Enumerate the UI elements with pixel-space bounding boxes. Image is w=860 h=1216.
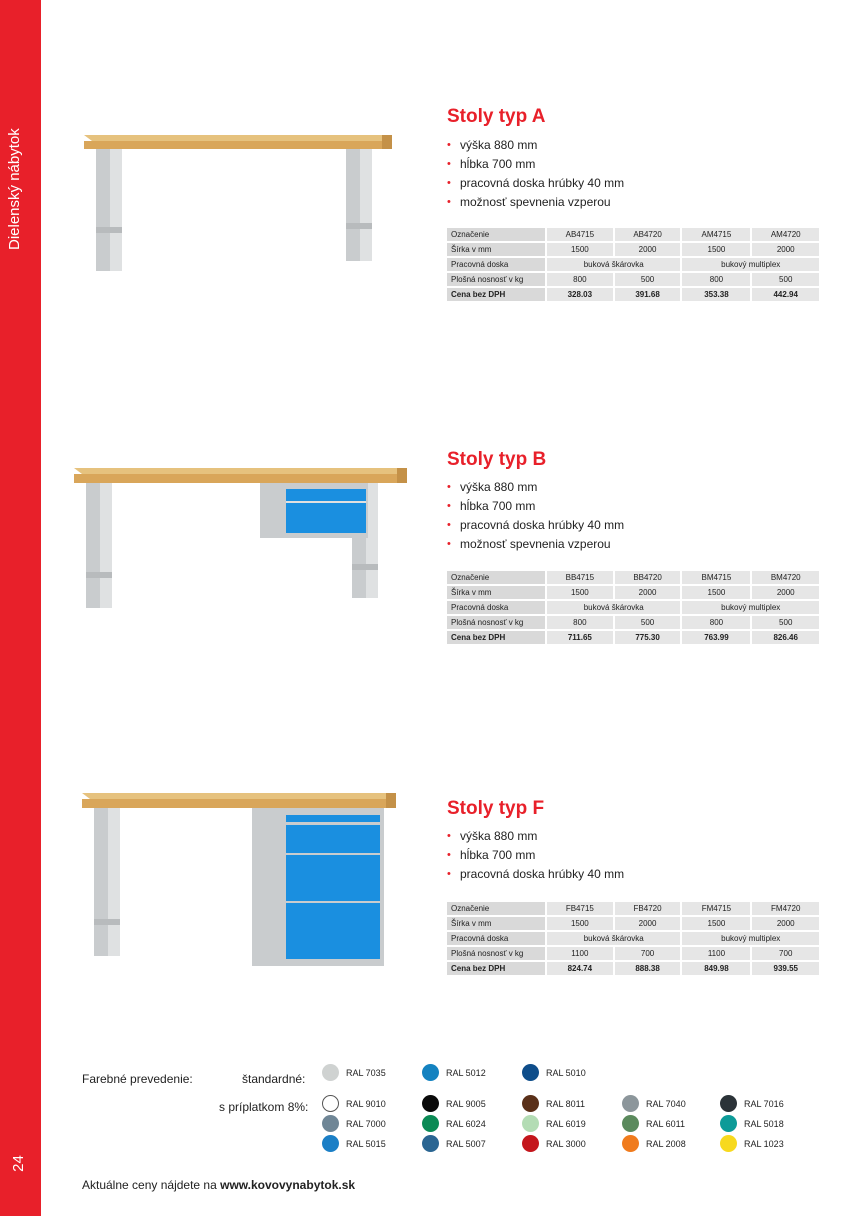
cell-load: 700	[615, 947, 683, 960]
table-row	[447, 631, 819, 644]
category-label: Dielenský nábytok	[6, 128, 23, 250]
feature-item: • hĺbka 700 mm	[447, 846, 624, 865]
cell-board: buková škárovka	[547, 932, 682, 945]
cell-load: 800	[547, 273, 615, 286]
cell-code: BM4720	[752, 571, 819, 584]
cell-board: bukový multiplex	[682, 932, 819, 945]
cell-board: buková škárovka	[547, 258, 682, 271]
row-label: Šírka v mm	[447, 917, 547, 930]
color-dot	[422, 1135, 439, 1152]
table-row	[447, 258, 819, 271]
color-name: RAL 1023	[744, 1138, 784, 1149]
cell-price: 775.30	[615, 631, 683, 644]
color-options	[82, 1060, 842, 1160]
color-dot	[522, 1115, 539, 1132]
color-swatch	[322, 1095, 386, 1112]
cell-load: 800	[682, 273, 752, 286]
cell-load: 500	[615, 616, 683, 629]
color-swatch	[422, 1135, 486, 1152]
color-dot	[522, 1095, 539, 1112]
color-swatch	[522, 1115, 586, 1132]
cell-load: 500	[615, 273, 683, 286]
color-swatch	[322, 1064, 386, 1081]
color-dot	[322, 1095, 339, 1112]
row-label: Pracovná doska	[447, 932, 547, 945]
cell-width: 1500	[547, 243, 615, 256]
color-swatch	[622, 1115, 685, 1132]
spec-table	[447, 569, 819, 646]
product-section-b	[70, 438, 830, 678]
product-title: Stoly typ B	[447, 449, 547, 470]
row-label: Označenie	[447, 902, 547, 915]
color-dot	[422, 1064, 439, 1081]
color-dot	[522, 1064, 539, 1081]
website-link[interactable]: www.kovovynabytok.sk	[220, 1178, 356, 1192]
color-dot	[622, 1095, 639, 1112]
color-name: RAL 5015	[346, 1138, 386, 1149]
color-name: RAL 6019	[546, 1118, 586, 1129]
footer-text: Aktuálne ceny nájdete na	[82, 1178, 221, 1192]
sidebar	[0, 0, 41, 1216]
feature-item: • možnosť spevnenia vzperou	[447, 193, 624, 212]
feature-item: • výška 880 mm	[447, 827, 624, 846]
cell-code: BB4715	[547, 571, 615, 584]
cell-code: FM4720	[752, 902, 819, 915]
feature-item: • hĺbka 700 mm	[447, 155, 624, 174]
color-dot	[622, 1115, 639, 1132]
colors-label: Farebné prevedenie:	[82, 1072, 193, 1086]
color-name: RAL 6024	[446, 1118, 486, 1129]
table-row	[447, 228, 819, 241]
cell-width: 1500	[547, 917, 615, 930]
workbench-f-image	[80, 787, 410, 977]
row-label: Pracovná doska	[447, 601, 547, 614]
cell-price: 391.68	[615, 288, 683, 301]
cell-code: FM4715	[682, 902, 752, 915]
spec-table	[447, 900, 819, 977]
cell-code: AM4720	[752, 228, 819, 241]
color-name: RAL 3000	[546, 1138, 586, 1149]
color-swatch	[422, 1115, 486, 1132]
cell-price: 888.38	[615, 962, 683, 975]
color-name: RAL 5010	[546, 1067, 586, 1078]
product-section-f	[70, 787, 830, 1027]
cell-load: 700	[752, 947, 819, 960]
cell-price: 711.65	[547, 631, 615, 644]
cell-width: 1500	[547, 586, 615, 599]
color-name: RAL 9005	[446, 1098, 486, 1109]
color-dot	[720, 1115, 737, 1132]
cell-width: 2000	[615, 586, 683, 599]
table-row	[447, 243, 819, 256]
color-swatch	[622, 1135, 686, 1152]
table-row	[447, 962, 819, 975]
row-label: Cena bez DPH	[447, 962, 547, 975]
color-name: RAL 5012	[446, 1067, 486, 1078]
feature-item: • hĺbka 700 mm	[447, 497, 624, 516]
feature-item: • možnosť spevnenia vzperou	[447, 535, 624, 554]
cell-code: AB4720	[615, 228, 683, 241]
color-name: RAL 6011	[646, 1118, 686, 1129]
table-row	[447, 601, 819, 614]
color-dot	[422, 1115, 439, 1132]
color-name: RAL 7000	[346, 1118, 386, 1129]
table-row	[447, 273, 819, 286]
cell-width: 1500	[682, 586, 752, 599]
row-label: Označenie	[447, 228, 547, 241]
product-section-a	[70, 95, 830, 335]
color-name: RAL 5007	[446, 1138, 486, 1149]
row-label: Cena bez DPH	[447, 288, 547, 301]
cell-code: AM4715	[682, 228, 752, 241]
cell-price: 824.74	[547, 962, 615, 975]
cell-price: 826.46	[752, 631, 819, 644]
feature-list	[447, 827, 624, 884]
cell-price: 442.94	[752, 288, 819, 301]
cell-code: BM4715	[682, 571, 752, 584]
color-swatch	[522, 1064, 586, 1081]
feature-item: • pracovná doska hrúbky 40 mm	[447, 516, 624, 535]
table-row	[447, 917, 819, 930]
feature-item: • výška 880 mm	[447, 136, 624, 155]
cell-width: 2000	[615, 917, 683, 930]
cell-width: 1500	[682, 917, 752, 930]
color-swatch	[720, 1115, 784, 1132]
cell-price: 849.98	[682, 962, 752, 975]
cell-code: AB4715	[547, 228, 615, 241]
color-dot	[322, 1135, 339, 1152]
row-label: Šírka v mm	[447, 586, 547, 599]
cell-code: FB4720	[615, 902, 683, 915]
table-row	[447, 586, 819, 599]
cell-load: 1100	[547, 947, 615, 960]
row-label: Plošná nosnosť v kg	[447, 616, 547, 629]
spec-table	[447, 226, 819, 303]
row-label: Pracovná doska	[447, 258, 547, 271]
color-name: RAL 5018	[744, 1118, 784, 1129]
color-name: RAL 7016	[744, 1098, 784, 1109]
row-label: Označenie	[447, 571, 547, 584]
color-swatch	[422, 1095, 486, 1112]
cell-price: 328.03	[547, 288, 615, 301]
color-dot	[622, 1135, 639, 1152]
table-row	[447, 947, 819, 960]
row-label: Plošná nosnosť v kg	[447, 947, 547, 960]
table-row	[447, 616, 819, 629]
cell-width: 2000	[752, 243, 819, 256]
cell-load: 800	[547, 616, 615, 629]
cell-load: 500	[752, 616, 819, 629]
cell-board: bukový multiplex	[682, 258, 819, 271]
feature-list	[447, 136, 624, 212]
row-label: Šírka v mm	[447, 243, 547, 256]
cell-price: 353.38	[682, 288, 752, 301]
cell-width: 1500	[682, 243, 752, 256]
cell-width: 2000	[752, 917, 819, 930]
feature-item: • pracovná doska hrúbky 40 mm	[447, 865, 624, 884]
table-row	[447, 288, 819, 301]
workbench-a-image	[82, 127, 412, 317]
color-swatch	[622, 1095, 686, 1112]
color-swatch	[522, 1095, 585, 1112]
color-swatch	[522, 1135, 586, 1152]
footer	[82, 1178, 355, 1192]
cell-code: FB4715	[547, 902, 615, 915]
table-row	[447, 902, 819, 915]
standard-label: štandardné:	[242, 1072, 306, 1086]
table-row	[447, 932, 819, 945]
color-swatch	[720, 1095, 784, 1112]
cell-price: 763.99	[682, 631, 752, 644]
color-dot	[322, 1064, 339, 1081]
feature-item: • pracovná doska hrúbky 40 mm	[447, 174, 624, 193]
cell-code: BB4720	[615, 571, 683, 584]
cell-load: 1100	[682, 947, 752, 960]
cell-load: 500	[752, 273, 819, 286]
color-name: RAL 9010	[346, 1098, 386, 1109]
color-dot	[720, 1135, 737, 1152]
color-swatch	[322, 1115, 386, 1132]
row-label: Cena bez DPH	[447, 631, 547, 644]
cell-load: 800	[682, 616, 752, 629]
color-swatch	[720, 1135, 784, 1152]
product-title: Stoly typ A	[447, 106, 546, 127]
product-title: Stoly typ F	[447, 798, 545, 819]
color-swatch	[322, 1135, 386, 1152]
color-name: RAL 7040	[646, 1098, 686, 1109]
color-dot	[422, 1095, 439, 1112]
row-label: Plošná nosnosť v kg	[447, 273, 547, 286]
cell-width: 2000	[752, 586, 819, 599]
page-number: 24	[9, 1155, 27, 1172]
color-name: RAL 8011	[546, 1098, 586, 1109]
cell-price: 939.55	[752, 962, 819, 975]
cell-board: bukový multiplex	[682, 601, 819, 614]
feature-item: • výška 880 mm	[447, 478, 624, 497]
feature-list	[447, 478, 624, 554]
color-dot	[322, 1115, 339, 1132]
color-swatch	[422, 1064, 486, 1081]
color-dot	[522, 1135, 539, 1152]
color-dot	[720, 1095, 737, 1112]
cell-board: buková škárovka	[547, 601, 682, 614]
cell-width: 2000	[615, 243, 683, 256]
table-row	[447, 571, 819, 584]
workbench-b-image	[72, 462, 417, 642]
color-name: RAL 7035	[346, 1067, 386, 1078]
extra-label: s príplatkom 8%:	[219, 1100, 309, 1114]
color-name: RAL 2008	[646, 1138, 686, 1149]
